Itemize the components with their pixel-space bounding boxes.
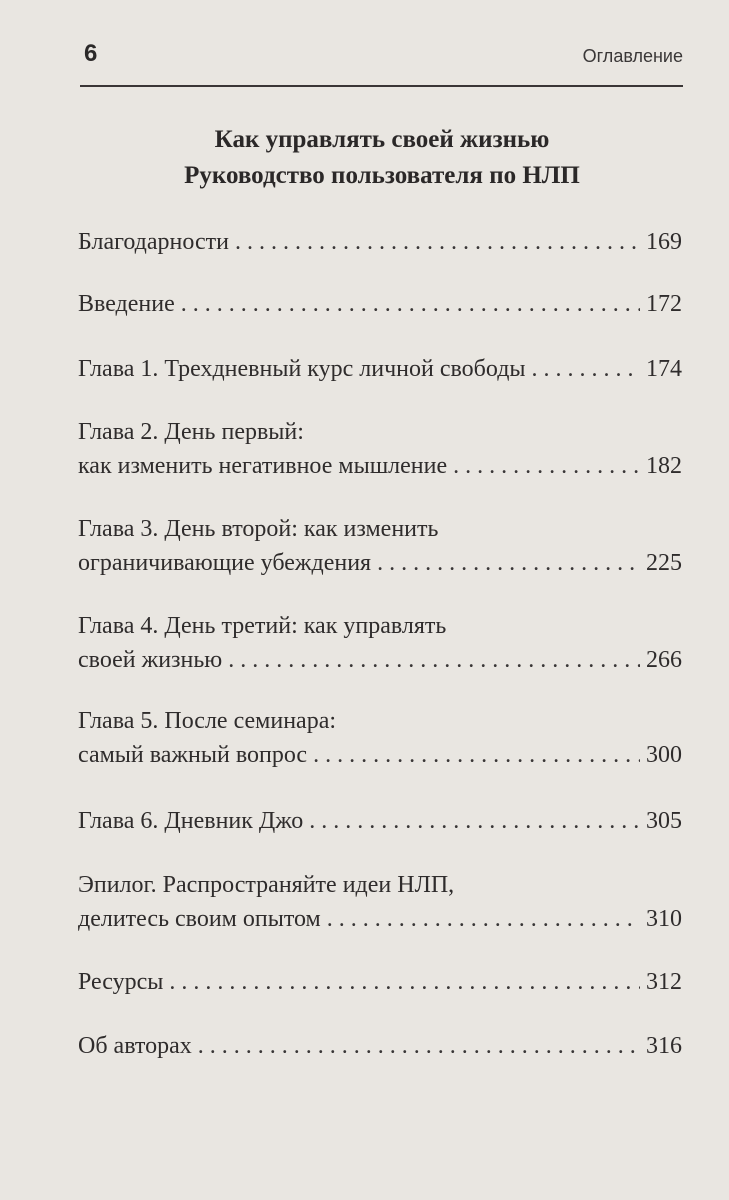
toc-entry-title: Глава 5. После семинара: (78, 708, 337, 734)
running-head: Оглавление (582, 46, 683, 66)
toc-entry[interactable] (78, 804, 682, 838)
toc-entry-page: 172 (646, 291, 682, 317)
dot-leader (181, 287, 640, 321)
toc-entry[interactable] (78, 1029, 682, 1063)
toc-entry-title-continued: как изменить негативное мышление (78, 453, 448, 479)
header-rule (80, 85, 683, 87)
toc-entry-title: Глава 3. День второй: как изменить (78, 516, 439, 542)
toc-entry-page: 174 (646, 356, 682, 382)
toc-entry-title: Об авторах (78, 1033, 192, 1059)
dot-leader (377, 546, 640, 580)
toc-entry-title: Эпилог. Распространяйте идеи НЛП, (78, 872, 455, 898)
toc-entry-page: 169 (646, 229, 682, 255)
toc-entry[interactable] (78, 512, 682, 580)
toc-entry-title-continued: ограничивающие убеждения (78, 550, 372, 576)
toc-entry[interactable] (78, 609, 682, 677)
toc-entry[interactable] (78, 287, 682, 321)
toc-entry-page: 225 (646, 550, 682, 576)
toc-entry[interactable] (78, 225, 682, 259)
toc-entry[interactable] (78, 965, 682, 999)
toc-entry-title-continued: своей жизнью (78, 647, 223, 673)
dot-leader (532, 352, 640, 386)
toc-entry-title: Ресурсы (78, 969, 164, 995)
toc-entry-page: 305 (646, 808, 682, 834)
dot-leader (228, 643, 640, 677)
toc-entry-page: 310 (646, 906, 682, 932)
dot-leader (313, 738, 640, 772)
toc-entry-page: 312 (646, 969, 682, 995)
dot-leader (198, 1029, 640, 1063)
toc-entry-page: 182 (646, 453, 682, 479)
book-title-line-1: Как управлять своей жизнью (214, 126, 550, 153)
dot-leader (169, 965, 640, 999)
toc-entry-page: 266 (646, 647, 682, 673)
dot-leader (235, 225, 640, 259)
toc-entry-title: Глава 2. День первый: (78, 419, 304, 445)
dot-leader (309, 804, 640, 838)
toc-entry-title: Благодарности (78, 229, 229, 255)
dot-leader (453, 449, 640, 483)
toc-entry[interactable] (78, 415, 682, 483)
page-number: 6 (84, 40, 98, 67)
toc-entry[interactable] (78, 868, 682, 936)
toc-entry-page: 300 (646, 742, 682, 768)
toc-entry-title-continued: делитесь своим опытом (78, 906, 321, 932)
toc-entry-page: 316 (646, 1033, 682, 1059)
toc-entry-title-continued: самый важный вопрос (78, 742, 308, 768)
toc-entry-title: Глава 1. Трехдневный курс личной свободы (78, 356, 526, 382)
dot-leader (327, 902, 640, 936)
toc-entry[interactable] (78, 704, 682, 772)
toc-entry-title: Глава 6. Дневник Джо (78, 808, 304, 834)
toc-entry[interactable] (78, 352, 682, 386)
toc-entry-title: Введение (78, 291, 175, 317)
toc-entry-title: Глава 4. День третий: как управлять (78, 613, 447, 639)
book-title-line-2: Руководство пользователя по НЛП (184, 162, 580, 189)
